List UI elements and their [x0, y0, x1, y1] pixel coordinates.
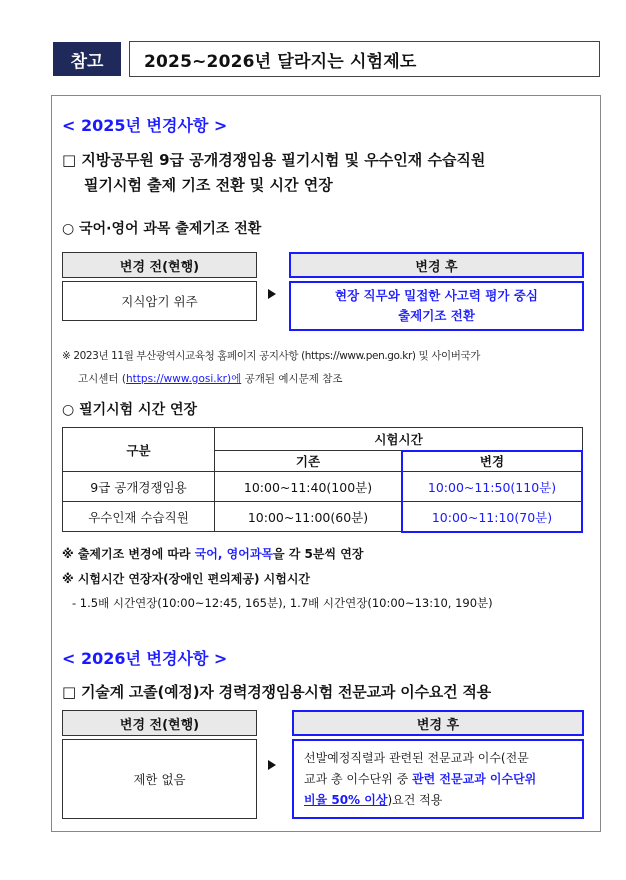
- row-changed: 10:00~11:50(110분): [402, 472, 583, 502]
- before-label: 변경 전(현행): [62, 252, 257, 278]
- subheading-subject-change: ○ 국어·영어 과목 출제기조 전환: [62, 221, 262, 237]
- before-value-2026: 제한 없음: [62, 739, 257, 819]
- reference-note-line1: ※ 2023년 11월 부산광역시교육청 홈페이지 공지사항 (https://www.pen.go.kr) 및 사이버국가: [62, 350, 480, 362]
- heading-2026: □ 기술계 고졸(예정)자 경력경쟁임용시험 전문교과 이수요건 적용: [62, 683, 491, 701]
- after-2026-line2-pre: 교과 총 이수단위 중: [304, 771, 412, 786]
- col-category: 구분: [63, 428, 215, 472]
- col-existing: 기존: [215, 451, 402, 472]
- note1-pre: ※ 출제기조 변경에 따라: [62, 547, 195, 561]
- note-extended-time-detail: - 1.5배 시간연장(10:00~12:45, 165분), 1.7배 시간연장(10:00~13:10, 190분): [72, 596, 493, 610]
- row-existing: 10:00~11:00(60분): [215, 502, 402, 532]
- row-name: 9급 공개경쟁임용: [63, 472, 215, 502]
- row-name: 우수인재 수습직원: [63, 502, 215, 532]
- note1-blue: 국어, 영어과목: [194, 547, 274, 561]
- after-value-2026: [292, 739, 584, 819]
- subheading-time-extension: ○ 필기시험 시간 연장: [62, 402, 198, 418]
- note1-post: 을 각 5분씩 연장: [273, 547, 364, 561]
- table-row: [63, 502, 583, 532]
- ref-post: 공개된 예시문제 참조: [241, 373, 343, 385]
- reference-badge: 참고: [53, 42, 121, 76]
- after-value-line1: 현장 직무와 밀접한 사고력 평가 중심: [335, 288, 538, 303]
- page-title: 2025~2026년 달라지는 시험제도: [129, 41, 600, 77]
- after-2026-line3: [304, 790, 442, 811]
- after-2026-line2-blue: 관련 전문교과 이수단위: [412, 771, 537, 786]
- after-label-2026: 변경 후: [292, 710, 584, 736]
- note-extended-time: ※ 시험시간 연장자(장애인 편의제공) 시험시간: [62, 572, 311, 586]
- after-2026-line2: [304, 769, 536, 790]
- heading-2025-line1: □ 지방공무원 9급 공개경쟁임용 필기시험 및 우수인재 수습직원: [62, 151, 486, 169]
- section-title-2026: < 2026년 변경사항 >: [62, 649, 228, 668]
- before-value: 지식암기 위주: [62, 281, 257, 321]
- table-row: [63, 472, 583, 502]
- col-exam-time: 시험시간: [215, 428, 583, 451]
- after-2026-line3-blue: 비율 50% 이상: [304, 792, 388, 807]
- ref-pre: 고시센터 (: [78, 373, 127, 385]
- after-2026-line1: 선발예정직렬과 관련된 전문교과 이수(전문: [304, 750, 529, 765]
- arrow-right-icon: [268, 760, 276, 770]
- arrow-right-icon: [268, 289, 276, 299]
- row-changed: 10:00~11:10(70분): [402, 502, 583, 532]
- note-subject-extension: [62, 545, 363, 562]
- heading-2025-line2: 필기시험 출제 기조 전환 및 시간 연장: [84, 176, 333, 194]
- after-value: [289, 281, 584, 331]
- after-value-line2: 출제기조 전환: [398, 308, 475, 323]
- section-title-2025: < 2025년 변경사항 >: [62, 116, 228, 135]
- row-existing: 10:00~11:40(100분): [215, 472, 402, 502]
- exam-time-table: [62, 427, 583, 532]
- reference-note-line2: [78, 371, 343, 386]
- gosi-link[interactable]: https://www.gosi.kr)에: [126, 373, 242, 385]
- before-label-2026: 변경 전(현행): [62, 710, 257, 736]
- after-2026-line3-post: )요건 적용: [387, 792, 443, 807]
- col-changed: 변경: [402, 451, 583, 472]
- after-label: 변경 후: [289, 252, 584, 278]
